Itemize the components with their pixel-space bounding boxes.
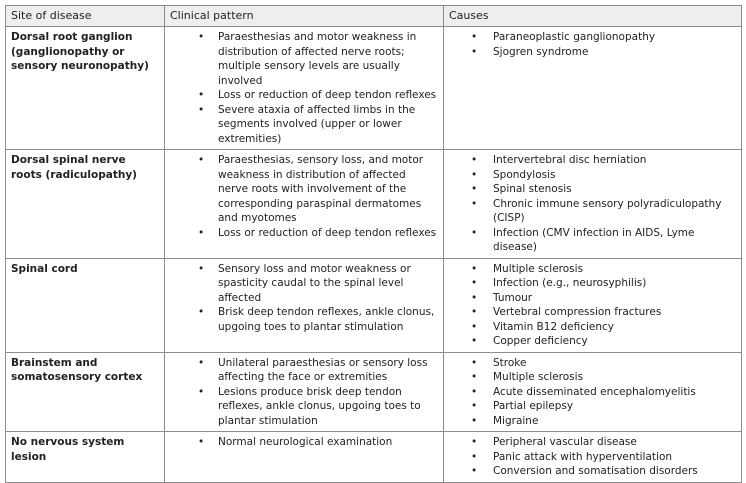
- list-item: • Multiple sclerosis: [449, 262, 737, 277]
- list-item: • Spondylosis: [449, 168, 737, 183]
- causes-cell: [444, 352, 742, 432]
- list-item: • Infection (e.g., neurosyphilis): [449, 276, 737, 291]
- causes-list: [449, 153, 737, 255]
- causes-cell: [444, 258, 742, 352]
- list-item: • Panic attack with hyperventilation: [449, 450, 737, 465]
- causes-list: [449, 435, 737, 479]
- table-row: [6, 258, 742, 352]
- list-item: • Intervertebral disc herniation: [449, 153, 737, 168]
- causes-cell: [444, 150, 742, 259]
- site-cell: Dorsal spinal nerve roots (radiculopathy): [6, 150, 165, 259]
- table-row: [6, 432, 742, 483]
- list-item: • Vertebral compression fractures: [449, 305, 737, 320]
- list-item: • Paraneoplastic ganglionopathy: [449, 30, 737, 45]
- table-container: [5, 5, 741, 483]
- causes-cell: [444, 27, 742, 150]
- list-item: • Unilateral paraesthesias or sensory loss affecting the face or extremities: [170, 356, 439, 385]
- pattern-list: [170, 356, 439, 429]
- pattern-cell: [165, 352, 444, 432]
- site-cell: No nervous system lesion: [6, 432, 165, 483]
- header-row: [6, 6, 742, 27]
- site-cell: Dorsal root ganglion (ganglionopathy or sensory neuronopathy): [6, 27, 165, 150]
- header-causes: Causes: [444, 6, 742, 27]
- list-item: • Chronic immune sensory polyradiculopathy (CISP): [449, 197, 737, 226]
- list-item: • Spinal stenosis: [449, 182, 737, 197]
- pattern-list: [170, 435, 439, 450]
- pattern-list: [170, 153, 439, 240]
- pattern-list: [170, 262, 439, 335]
- list-item: • Loss or reduction of deep tendon reflexes: [170, 226, 439, 241]
- list-item: • Conversion and somatisation disorders: [449, 464, 737, 479]
- list-item: • Partial epilepsy: [449, 399, 737, 414]
- list-item: • Paraesthesias, sensory loss, and motor weakness in distribution of affected nerve roots with involvement of the corresponding paraspinal dermatomes and myotomes: [170, 153, 439, 226]
- list-item: • Vitamin B12 deficiency: [449, 320, 737, 335]
- list-item: • Lesions produce brisk deep tendon reflexes, ankle clonus, upgoing toes to plantar stimulation: [170, 385, 439, 429]
- list-item: • Acute disseminated encephalomyelitis: [449, 385, 737, 400]
- list-item: • Paraesthesias and motor weakness in distribution of affected nerve roots; multiple sensory levels are usually involved: [170, 30, 439, 88]
- list-item: • Peripheral vascular disease: [449, 435, 737, 450]
- disease-site-table: [5, 5, 742, 483]
- list-item: • Migraine: [449, 414, 737, 429]
- list-item: • Sensory loss and motor weakness or spasticity caudal to the spinal level affected: [170, 262, 439, 306]
- site-cell: Spinal cord: [6, 258, 165, 352]
- list-item: • Brisk deep tendon reflexes, ankle clonus, upgoing toes to plantar stimulation: [170, 305, 439, 334]
- pattern-cell: [165, 432, 444, 483]
- site-cell: Brainstem and somatosensory cortex: [6, 352, 165, 432]
- pattern-cell: [165, 258, 444, 352]
- header-site: Site of disease: [6, 6, 165, 27]
- causes-list: [449, 356, 737, 429]
- list-item: • Tumour: [449, 291, 737, 306]
- table-row: [6, 150, 742, 259]
- table-row: [6, 352, 742, 432]
- list-item: • Normal neurological examination: [170, 435, 439, 450]
- causes-cell: [444, 432, 742, 483]
- pattern-list: [170, 30, 439, 146]
- list-item: • Infection (CMV infection in AIDS, Lyme disease): [449, 226, 737, 255]
- list-item: • Severe ataxia of affected limbs in the segments involved (upper or lower extremities): [170, 103, 439, 147]
- causes-list: [449, 262, 737, 349]
- pattern-cell: [165, 27, 444, 150]
- table-row: [6, 27, 742, 150]
- header-clinical-pattern: Clinical pattern: [165, 6, 444, 27]
- list-item: • Sjogren syndrome: [449, 45, 737, 60]
- list-item: • Copper deficiency: [449, 334, 737, 349]
- list-item: • Multiple sclerosis: [449, 370, 737, 385]
- causes-list: [449, 30, 737, 59]
- pattern-cell: [165, 150, 444, 259]
- list-item: • Loss or reduction of deep tendon reflexes: [170, 88, 439, 103]
- list-item: • Stroke: [449, 356, 737, 371]
